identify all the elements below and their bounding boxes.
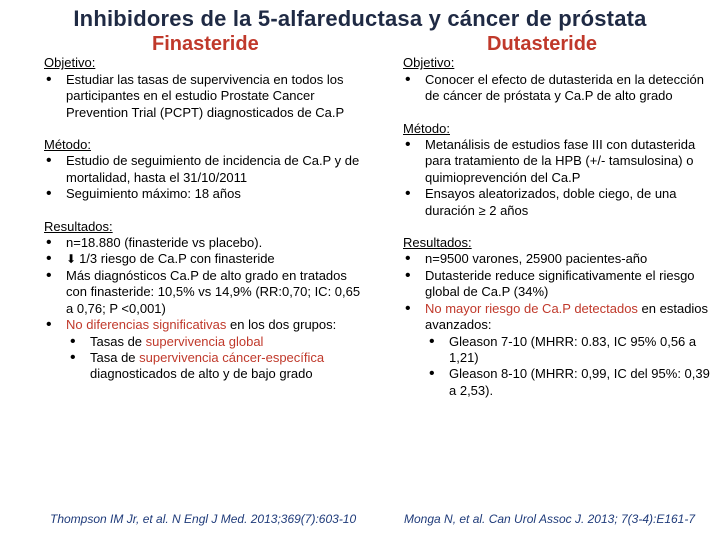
left-resultados-title: Resultados: [44,218,113,234]
bullet-dot-icon: • [405,70,411,88]
bullet-dot-icon: • [70,348,76,366]
left-resultado-item [44,268,362,317]
right-resultado-item [403,301,715,334]
right-resultado-item [403,268,715,301]
bullet-dot-icon: • [46,185,52,203]
dutasteride-column [403,33,715,399]
left-sub-text-2-rest: diagnosticados de alto y de bajo grado [90,366,313,382]
right-sub-text-1: Gleason 7-10 (MHRR: 0.83, IC 95% 0,56 a 1,21) [449,333,697,365]
right-sub-text-2: Gleason 8-10 (MHRR: 0,99, IC del 95%: 0,39 a 2,53). [449,366,710,398]
right-resultado-subitem [403,334,715,367]
left-resultado-item [44,251,362,267]
left-metodo-title: Método: [44,137,91,153]
bullet-dot-icon: • [405,299,411,317]
right-objetivo-title: Objetivo: [403,55,455,71]
left-sub-text-2-highlight: supervivencia cáncer-específica [139,349,325,365]
bullet-dot-icon: • [46,266,52,284]
left-resultado-item [44,235,362,251]
left-metodo-text-1: Estudio de seguimiento de incidencia de Ca.P y de mortalidad, hasta el 31/10/2011 [66,153,360,185]
left-resultado-subitem [44,334,362,350]
page-title: Inhibidores de la 5-alfareductasa y cáncer de próstata [73,6,647,31]
right-metodo-text-2: Ensayos aleatorizados, doble ciego, de una duración ≥ 2 años [425,186,677,218]
bullet-dot-icon: • [70,332,76,350]
finasteride-heading: Finasteride [152,33,259,55]
right-metodo-text-1: Metanálisis de estudios fase III con dutasterida para tratamiento de la HPB (+/- tamsulosina) o quimioprevención del Ca.P [425,137,696,185]
bullet-dot-icon: • [46,316,52,334]
bullet-dot-icon: • [429,332,435,350]
right-resultado-text-2: Dutasteride reduce significativamente el riesgo global de Ca.P (34%) [425,267,695,300]
left-objetivo-section [44,55,362,121]
bullet-dot-icon: • [405,185,411,203]
left-metodo-section [44,137,362,203]
bullet-dot-icon: • [46,70,52,88]
left-sub-text-1-highlight: supervivencia global [145,333,264,349]
right-objetivo-section [403,55,715,104]
left-objetivo-item [44,72,362,121]
left-resultado-text-3: Más diagnósticos Ca.P de alto grado en tratados con finasteride: 10,5% vs 14,9% (RR:0,70; IC: 0,65 a 0,76; P <0,001) [66,267,361,316]
right-resultado-item [403,251,715,267]
bullet-dot-icon: • [405,136,411,154]
right-resultado-text-3-highlight: No mayor riesgo de Ca.P detectados [425,300,638,316]
left-resultado-text-1: n=18.880 (finasteride vs placebo). [66,235,263,251]
right-resultado-subitem [403,366,715,399]
left-resultados-section [44,219,362,383]
right-metodo-section [403,121,715,219]
right-reference: Monga N, et al. Can Urol Assoc J. 2013; 7(3-4):E161-7 [404,512,696,526]
right-resultados-title: Resultados: [403,235,472,251]
right-metodo-item [403,137,715,186]
right-objetivo-item [403,72,715,105]
left-resultado-text-4: en los dos grupos: [226,317,337,333]
bullet-dot-icon: • [405,250,411,268]
finasteride-column [44,33,362,383]
left-metodo-item [44,153,362,186]
left-reference: Thompson IM Jr, et al. N Engl J Med. 2013;369(7):603-10 [50,512,357,526]
left-sub-text-1: Tasas de [90,333,146,349]
bullet-dot-icon: • [429,365,435,383]
right-metodo-item [403,186,715,219]
bullet-dot-icon: • [46,234,52,252]
left-sub-text-2: Tasa de [90,349,140,365]
left-objetivo-text: Estudiar las tasas de supervivencia en todos los participantes en el estudio Prostate Cancer Prevention Trial (PCPT) diagnosticados de Ca.P [66,71,345,120]
left-metodo-text-2: Seguimiento máximo: 18 años [66,186,241,202]
right-metodo-title: Método: [403,120,450,136]
left-resultado-subitem [44,350,362,383]
down-arrow-icon: ⬇ [66,252,77,267]
right-resultado-text-1: n=9500 varones, 25900 pacientes-año [425,251,648,267]
left-resultado-text-4-highlight: No diferencias significativas [66,317,227,333]
bullet-dot-icon: • [405,266,411,284]
dutasteride-heading: Dutasteride [487,33,598,55]
left-objetivo-title: Objetivo: [44,55,96,71]
left-metodo-item [44,186,362,202]
left-resultado-item [44,317,362,333]
left-resultado-text-2: 1/3 riesgo de Ca.P con finasteride [79,251,275,267]
right-resultados-section [403,235,715,399]
bullet-dot-icon: • [46,152,52,170]
bullet-dot-icon: • [46,250,52,268]
right-resultado-text-3: en estadios avanzados: [425,300,709,333]
right-objetivo-text: Conocer el efecto de dutasterida en la detección de cáncer de próstata y Ca.P de alto grado [425,71,704,104]
